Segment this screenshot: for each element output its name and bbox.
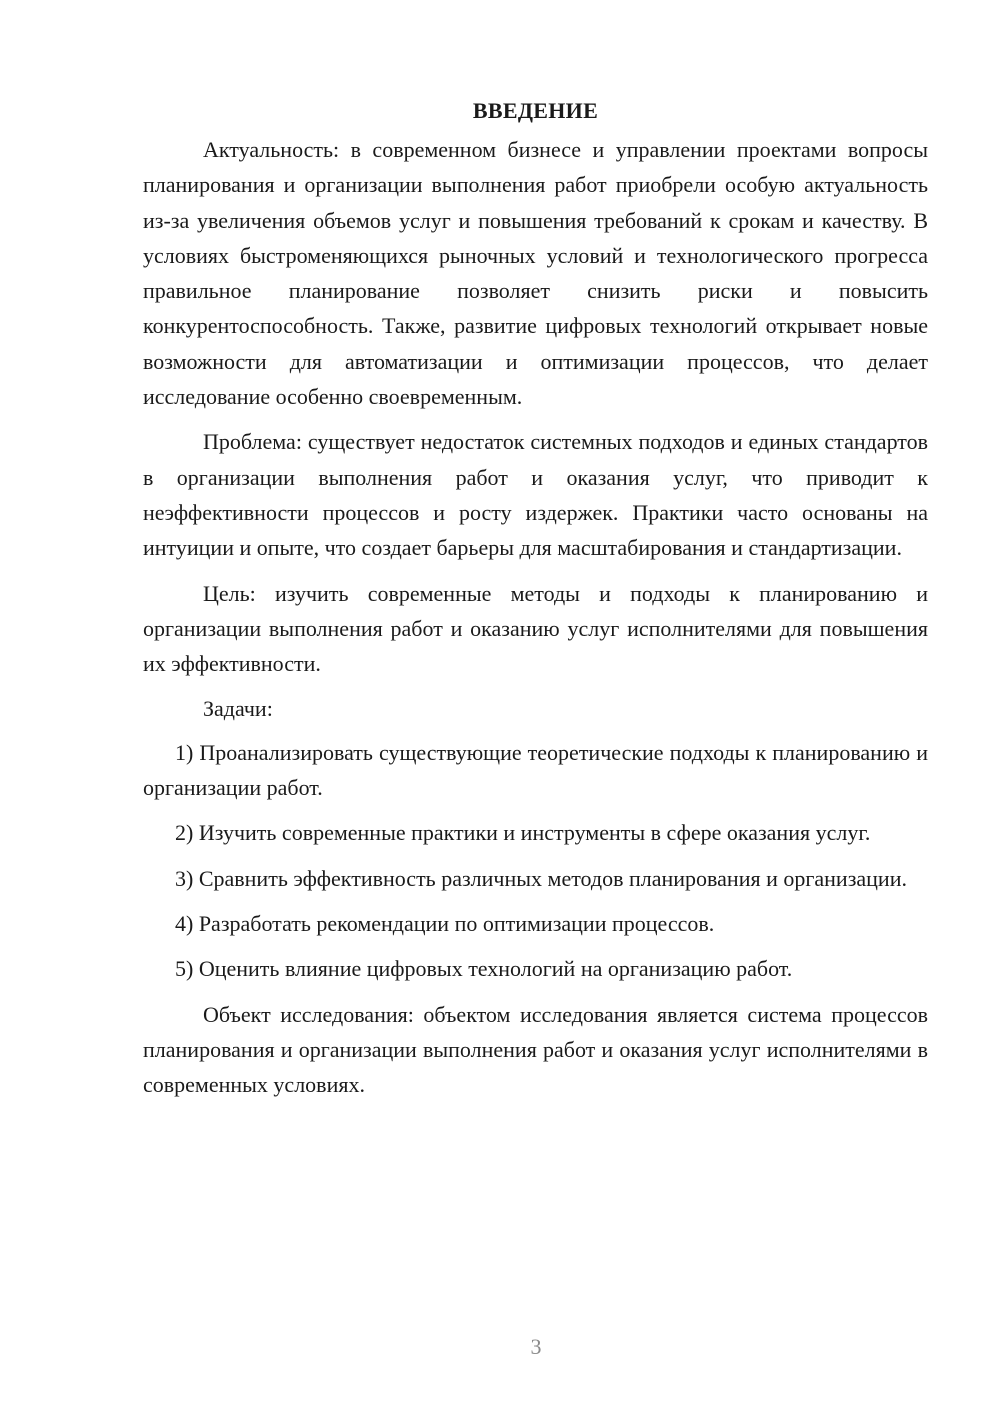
task-item-1: 1) Проанализировать существующие теоретические подходы к планированию и организации работ. (143, 739, 928, 801)
relevance-paragraph: Актуальность: в современном бизнесе и управлении проектами вопросы планирования и организации выполнения работ приобрели особую актуальность из-за увеличения объемов услуг и повышения требований к срокам и качеству. В условиях быстроменяющихся рыночных условий и технологического прогресса правильное планирование позволяет снизить риски и повысить конкурентоспособность. Также, развитие цифровых технологий открывает новые возможности для автоматизации и оптимизации процессов, что делает исследование особенно своевременным. (143, 137, 928, 410)
goal-paragraph: Цель: изучить современные методы и подходы к планированию и организации выполнения работ и оказанию услуг исполнителями для повышения их эффективности. (143, 580, 928, 677)
problem-paragraph: Проблема: существует недостаток системных подходов и единых стандартов в организации выполнения работ и оказания услуг, что приводит к неэффективности процессов и росту издержек. Практики часто основаны на интуиции и опыте, что создает барьеры для масштабирования и стандартизации. (143, 429, 928, 561)
task-item-3: 3) Сравнить эффективность различных методов планирования и организации. (175, 865, 907, 891)
task-item-5: 5) Оценить влияние цифровых технологий на организацию работ. (175, 956, 793, 982)
object-paragraph: Объект исследования: объектом исследования является система процессов планирования и организации выполнения работ и оказания услуг исполнителями в современных условиях. (143, 1001, 928, 1098)
page-number: 3 (530, 1334, 542, 1359)
section-heading: ВВЕДЕНИЕ (472, 98, 599, 123)
task-item-4: 4) Разработать рекомендации по оптимизации процессов. (175, 910, 715, 936)
page-content (143, 94, 928, 1112)
task-item-2: 2) Изучить современные практики и инструменты в сфере оказания услуг. (175, 820, 871, 846)
tasks-label: Задачи: (203, 696, 273, 722)
